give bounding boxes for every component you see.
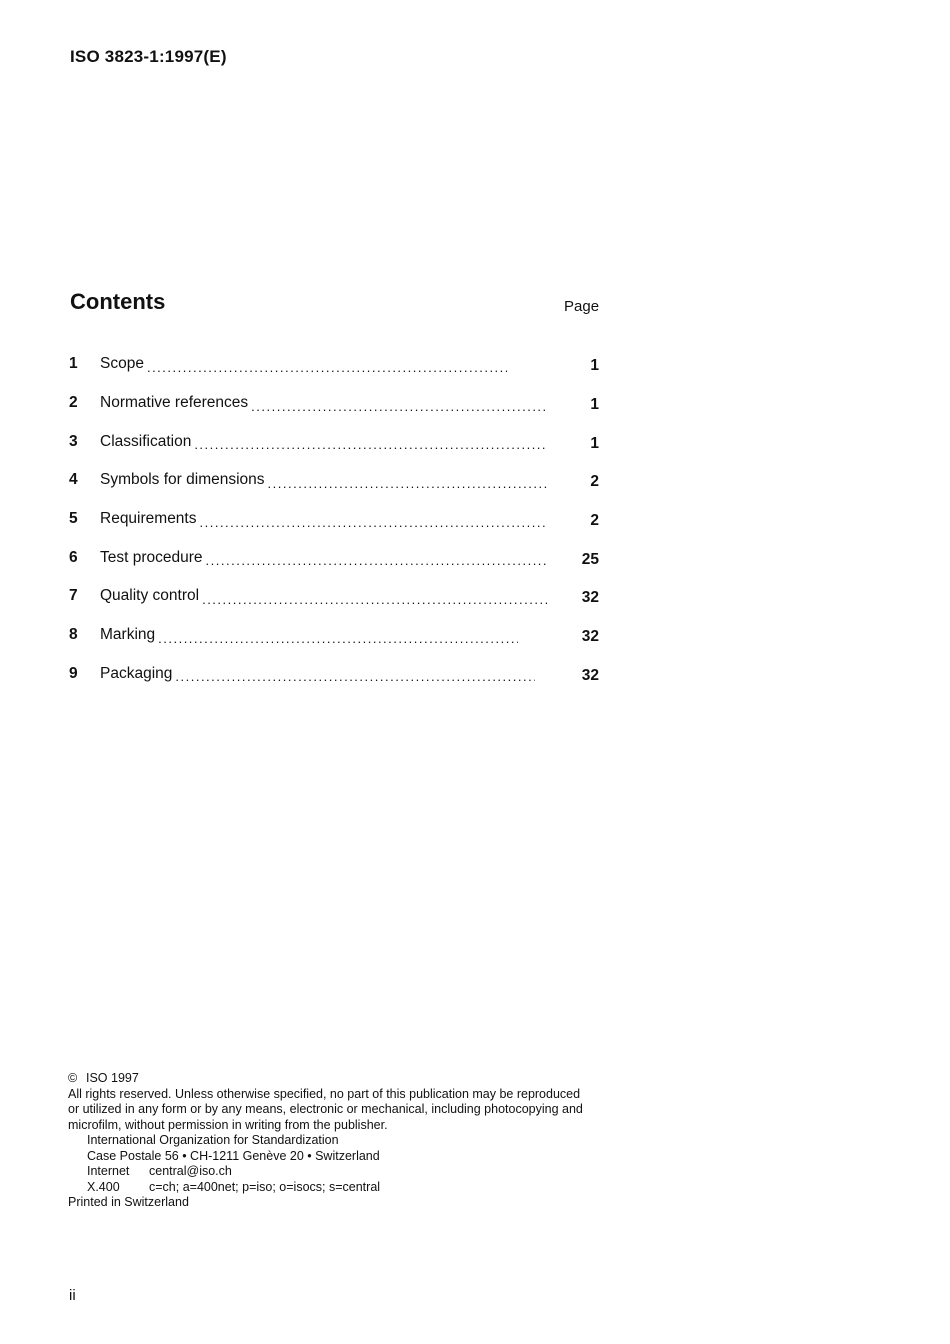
contents-heading: Contents (70, 289, 166, 314)
toc-entry-label: Normative references (100, 394, 249, 412)
toc-entry-number: 1 (69, 355, 78, 373)
rights-text-line: microfilm, without permission in writing from the publisher. (68, 1117, 388, 1132)
toc-entry-requirements[interactable] (69, 500, 599, 539)
copyright-year-line (68, 1071, 608, 1087)
copyright-symbol: © (68, 1071, 78, 1085)
toc-entry-label: Requirements (100, 510, 197, 528)
toc-entry-page: 32 (581, 589, 599, 607)
toc-entry-number: 9 (69, 664, 78, 682)
toc-entry-label: Test procedure (100, 548, 203, 566)
dot-leader (194, 437, 547, 452)
toc-entry-page: 25 (581, 550, 599, 568)
toc-entry-packaging[interactable] (69, 655, 599, 694)
toc-entry-page: 1 (590, 357, 599, 375)
copyright-notice (68, 1071, 608, 1211)
toc-entry-label: Scope (100, 355, 144, 373)
toc-entry-label: Classification (100, 432, 192, 450)
toc-entry-page: 1 (590, 434, 599, 452)
toc-entry-quality-control[interactable] (69, 577, 599, 616)
page-column-label: Page (564, 298, 600, 315)
toc-entry-page: 2 (590, 511, 599, 529)
dot-leader (158, 631, 518, 646)
dot-leader (251, 399, 547, 414)
dot-leader (147, 360, 507, 375)
toc-entry-label: Quality control (100, 587, 200, 605)
document-id: ISO 3823-1:1997(E) (70, 47, 227, 66)
dot-leader (200, 515, 548, 530)
toc-entry-test-procedure[interactable] (69, 538, 599, 577)
rights-text-line: All rights reserved. Unless otherwise specified, no part of this publication may be reproduced (68, 1086, 581, 1101)
dot-leader (202, 592, 547, 607)
internet-contact (68, 1164, 608, 1180)
toc-entry-marking[interactable] (69, 616, 599, 655)
organization-name: International Organization for Standardization (87, 1133, 339, 1147)
toc-entry-scope[interactable] (69, 345, 599, 384)
toc-entry-number: 8 (69, 626, 78, 644)
toc-entry-page: 1 (590, 395, 599, 413)
x400-contact (68, 1180, 608, 1196)
toc-entry-label: Symbols for dimensions (100, 471, 265, 489)
toc-entry-number: 6 (69, 548, 78, 566)
toc-entry-label: Packaging (100, 664, 173, 682)
toc-entry-classification[interactable] (69, 422, 599, 461)
table-of-contents (69, 345, 599, 693)
organization-address: Case Postale 56 • CH-1211 Genève 20 • Switzerland (87, 1148, 380, 1163)
toc-entry-page: 32 (581, 627, 599, 645)
x400-address: c=ch; a=400net; p=iso; o=isocs; s=central (149, 1179, 381, 1194)
toc-entry-number: 5 (69, 510, 78, 528)
toc-entry-symbols-for-dimensions[interactable] (69, 461, 599, 500)
page-number: ii (69, 1287, 76, 1304)
internet-address[interactable]: central@iso.ch (149, 1164, 232, 1178)
printed-in: Printed in Switzerland (68, 1195, 189, 1209)
dot-leader (206, 553, 547, 568)
toc-entry-normative-references[interactable] (69, 384, 599, 423)
toc-entry-number: 7 (69, 587, 78, 605)
toc-entry-page: 2 (590, 473, 599, 491)
internet-label: Internet (87, 1164, 130, 1178)
copyright-year: ISO 1997 (86, 1071, 139, 1085)
toc-entry-number: 4 (69, 471, 78, 489)
dot-leader (268, 476, 547, 491)
dot-leader (175, 669, 535, 684)
toc-entry-number: 2 (69, 394, 78, 412)
toc-entry-label: Marking (100, 626, 156, 644)
rights-text-line: or utilized in any form or by any means, electronic or mechanical, including photocopying and (68, 1102, 583, 1116)
toc-entry-number: 3 (69, 432, 78, 450)
x400-label: X.400 (87, 1179, 120, 1194)
toc-entry-page: 32 (581, 666, 599, 684)
